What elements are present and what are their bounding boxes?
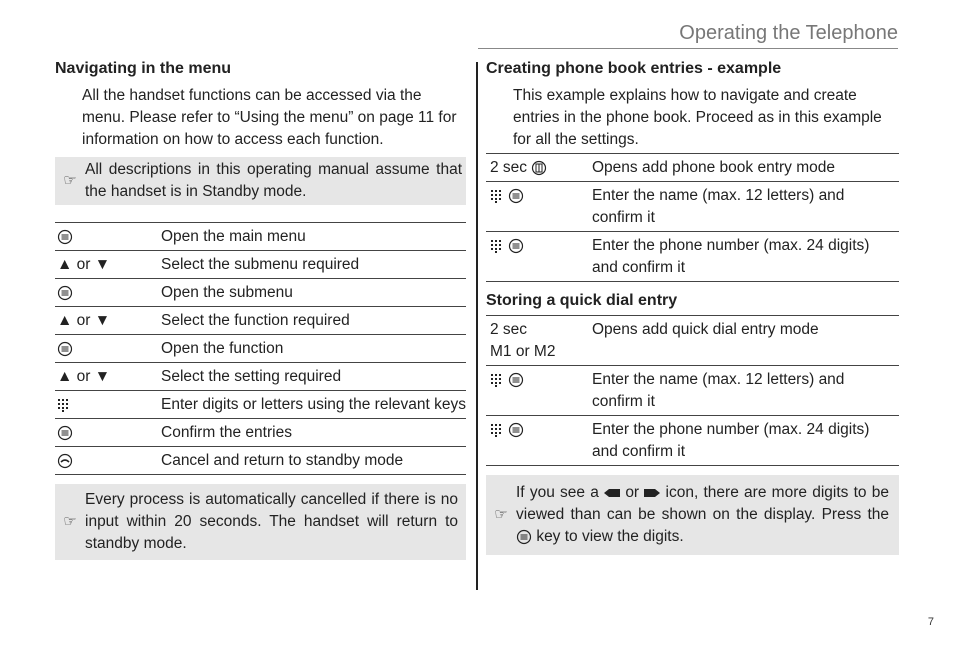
down-arrow-icon: ▼	[94, 256, 111, 273]
menu-key-icon	[57, 425, 73, 441]
down-arrow-icon: ▼	[94, 312, 111, 329]
navigating-intro: All the handset functions can be accessed via the menu. Please refer to “Using the menu” on page 11 for information on how to access each function.	[82, 87, 457, 148]
note-text-part2: icon, there are more digits to be viewed than can be shown on the display. Press the	[516, 484, 889, 523]
table-row	[486, 316, 899, 366]
more-digits-note-text	[516, 482, 893, 548]
section-heading-quick-dial: Storing a quick dial entry	[486, 292, 678, 309]
table-row	[486, 366, 899, 416]
table-row	[55, 447, 466, 475]
step-desc: Enter the phone number (max. 24 digits) and confirm it	[592, 416, 899, 466]
step-key: 2 sec	[490, 159, 528, 176]
right-column	[486, 58, 899, 555]
table-row	[55, 307, 466, 335]
header-rule	[478, 48, 898, 49]
step-key-memory: M1 or M2	[490, 343, 556, 360]
menu-key-icon	[508, 238, 524, 254]
pointing-hand-icon: ☞	[63, 513, 77, 530]
menu-key-icon	[57, 285, 73, 301]
step-desc: Opens add phone book entry mode	[592, 154, 899, 182]
row-desc: Select the function required	[161, 307, 466, 335]
row-desc: Confirm the entries	[161, 419, 466, 447]
step-key: 2 sec	[490, 321, 528, 338]
column-divider	[476, 62, 478, 590]
timeout-note	[55, 484, 466, 560]
table-row	[486, 232, 899, 282]
timeout-note-text: Every process is automatically cancelled if there is no input within 20 seconds. The handset will return to standby mode.	[85, 491, 458, 552]
up-arrow-icon: ▲	[57, 312, 73, 329]
row-desc: Open the main menu	[161, 223, 466, 251]
table-row	[55, 363, 466, 391]
table-row	[55, 391, 466, 419]
right-more-icon	[644, 489, 660, 497]
end-call-icon	[57, 453, 73, 469]
step-desc: Enter the name (max. 12 letters) and confirm it	[592, 366, 899, 416]
menu-key-icon	[57, 341, 73, 357]
pointing-hand-icon: ☞	[494, 506, 508, 523]
or-text: or	[76, 312, 91, 329]
pointing-hand-icon: ☞	[63, 172, 77, 189]
up-arrow-icon: ▲	[57, 256, 73, 273]
page-header-title: Operating the Telephone	[679, 22, 898, 44]
down-arrow-icon: ▼	[94, 368, 111, 385]
keypad-icon	[490, 423, 504, 437]
keypad-icon	[490, 189, 504, 203]
menu-key-icon	[516, 529, 532, 545]
menu-key-icon	[57, 229, 73, 245]
row-desc: Select the setting required	[161, 363, 466, 391]
menu-key-icon	[508, 422, 524, 438]
page-number: 7	[927, 616, 934, 628]
quick-dial-steps-table	[486, 315, 899, 466]
row-desc: Enter digits or letters using the relevant keys	[161, 391, 466, 419]
standby-note	[55, 157, 466, 205]
left-column	[55, 58, 466, 560]
phonebook-key-icon	[531, 160, 547, 176]
more-digits-note	[486, 475, 899, 555]
menu-navigation-table	[55, 222, 466, 475]
row-desc: Open the submenu	[161, 279, 466, 307]
table-row	[55, 251, 466, 279]
left-more-icon	[604, 489, 620, 497]
table-row	[55, 419, 466, 447]
keypad-icon	[490, 373, 504, 387]
up-arrow-icon: ▲	[57, 368, 73, 385]
note-text-or: or	[625, 484, 640, 501]
table-row	[486, 416, 899, 466]
or-text: or	[76, 256, 91, 273]
table-row	[486, 182, 899, 232]
keypad-icon	[490, 239, 504, 253]
note-text-part3: key to view the digits.	[536, 528, 684, 545]
row-desc: Open the function	[161, 335, 466, 363]
or-text: or	[76, 368, 91, 385]
row-desc: Cancel and return to standby mode	[161, 447, 466, 475]
table-row	[55, 279, 466, 307]
section-heading-navigating: Navigating in the menu	[55, 60, 232, 77]
step-desc: Enter the phone number (max. 24 digits) and confirm it	[592, 232, 899, 282]
table-row	[486, 154, 899, 182]
phonebook-steps-table	[486, 153, 899, 282]
phonebook-intro: This example explains how to navigate and create entries in the phone book. Proceed as in this example for all the settings.	[513, 87, 882, 148]
table-row	[55, 335, 466, 363]
row-desc: Select the submenu required	[161, 251, 466, 279]
step-desc: Opens add quick dial entry mode	[592, 316, 899, 366]
menu-key-icon	[508, 372, 524, 388]
section-heading-phonebook: Creating phone book entries - example	[486, 60, 782, 77]
step-desc: Enter the name (max. 12 letters) and confirm it	[592, 182, 899, 232]
table-row	[55, 223, 466, 251]
note-text-part1: If you see a	[516, 484, 599, 501]
menu-key-icon	[508, 188, 524, 204]
keypad-icon	[57, 398, 71, 412]
standby-note-text: All descriptions in this operating manual assume that the handset is in Standby mode.	[85, 161, 462, 200]
